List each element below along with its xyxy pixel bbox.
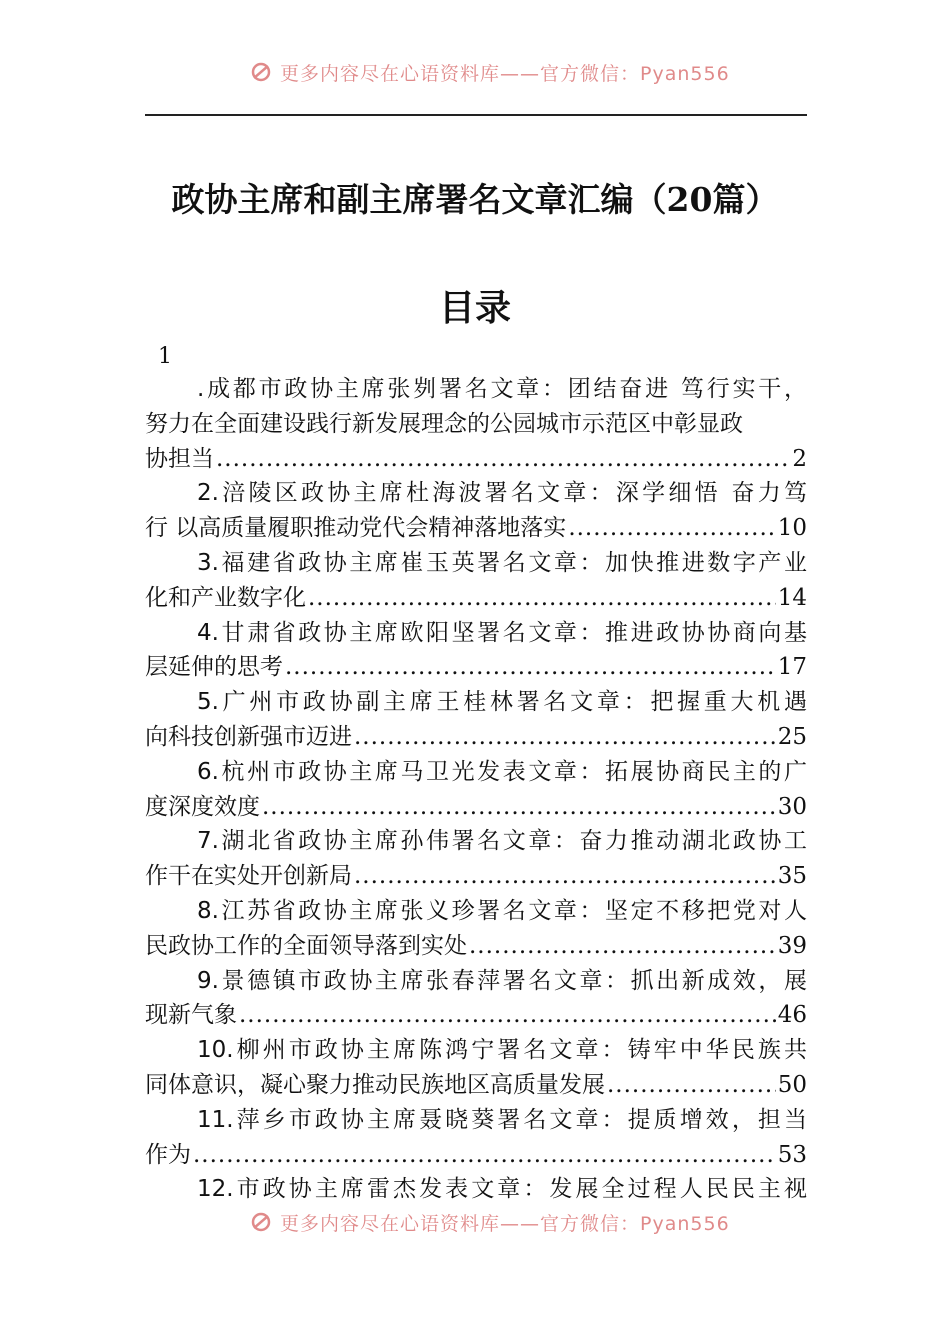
toc-item-text: 7.湖北省政协主席孙伟署名文章：奋力推动湖北政协工	[197, 828, 807, 855]
toc-item[interactable]	[145, 894, 807, 964]
toc-leader-dots	[354, 720, 776, 755]
toc-page-number: 10	[777, 515, 807, 542]
toc-item[interactable]	[145, 964, 807, 1034]
toc-item-text: 4.甘肃省政协主席欧阳坚署名文章：推进政协协商向基	[197, 619, 807, 646]
toc-item-text: 向科技创新强市迈进	[145, 723, 352, 750]
toc-item-text: 作干在实处开创新局	[145, 863, 352, 890]
toc-item-text: 6.杭州市政协主席马卫光发表文章：拓展协商民主的广	[197, 758, 807, 785]
toc-item-text: 努力在全面建设践行新发展理念的公园城市示范区中彰显政	[145, 410, 743, 437]
toc-item-text: 现新气象	[145, 1002, 237, 1029]
toc-item-text: 8.江苏省政协主席张义珍署名文章：坚定不移把党对人	[197, 897, 807, 924]
toc-item[interactable]	[145, 1033, 807, 1103]
toc-item-text: 2.涪陵区政协主席杜海波署名文章：深学细悟 奋力笃	[197, 480, 807, 507]
toc-item-text: 10.柳州市政协主席陈鸿宁署名文章：铸牢中华民族共	[197, 1037, 807, 1064]
toc-page-number: 39	[777, 932, 807, 959]
toc-item-text: 民政协工作的全面领导落到实处	[145, 932, 467, 959]
toc-item[interactable]	[145, 1172, 807, 1206]
toc-item-text: 同体意识，凝心聚力推动民族地区高质量发展	[145, 1071, 605, 1098]
toc-page-number: 35	[777, 863, 807, 890]
header-divider	[145, 114, 807, 116]
toc-item-text: 3.福建省政协主席崔玉英署名文章：加快推进数字产业	[197, 549, 807, 576]
toc-item-text: .成都市政协主席张刿署名文章：团结奋进 笃行实干，	[197, 376, 807, 402]
table-of-contents	[145, 372, 807, 1206]
toc-leader-dots	[568, 511, 775, 546]
toc-page-number: 25	[777, 723, 807, 750]
toc-leader-dots	[262, 790, 776, 825]
footer-banner-text: 更多内容尽在心语资料库——官方微信：Pyan556	[280, 1212, 730, 1235]
toc-leader-dots	[308, 581, 776, 616]
footer-watermark	[250, 1208, 730, 1236]
toc-item-text: 协担当	[145, 445, 214, 472]
toc-page-number: 17	[777, 654, 807, 681]
toc-item[interactable]	[145, 372, 807, 476]
toc-heading: 目录	[438, 287, 511, 329]
toc-item-text: 度深度效度	[145, 793, 260, 820]
toc-item-text: 层延伸的思考	[145, 654, 283, 681]
toc-item[interactable]	[145, 1103, 807, 1173]
toc-leader-dots	[354, 859, 776, 894]
toc-item[interactable]	[145, 476, 807, 546]
toc-item[interactable]	[145, 824, 807, 894]
toc-page-number: 2	[792, 445, 807, 472]
header-watermark	[250, 58, 730, 86]
toc-item[interactable]	[145, 755, 807, 825]
toc-page-number: 50	[777, 1071, 807, 1098]
toc-page-number: 30	[777, 793, 807, 820]
toc-first-number: 1	[158, 344, 172, 369]
toc-leader-dots	[239, 998, 776, 1033]
logo-icon	[250, 61, 272, 83]
logo-icon	[250, 1211, 272, 1233]
toc-item-text: 行 以高质量履职推动党代会精神落地落实	[145, 515, 567, 542]
document-title: 政协主席和副主席署名文章汇编（20篇）	[171, 180, 779, 219]
toc-leader-dots	[607, 1068, 776, 1103]
toc-item[interactable]	[145, 546, 807, 616]
toc-page-number: 46	[777, 1002, 807, 1029]
header-banner-text: 更多内容尽在心语资料库——官方微信：Pyan556	[280, 62, 730, 85]
toc-item-text: 12.市政协主席雷杰发表文章：发展全过程人民民主视	[197, 1176, 807, 1203]
toc-leader-dots	[193, 1138, 776, 1173]
toc-item[interactable]	[145, 616, 807, 686]
toc-leader-dots	[216, 442, 790, 477]
toc-leader-dots	[285, 650, 776, 685]
toc-page-number: 53	[777, 1141, 807, 1168]
toc-item-text: 5.广州市政协副主席王桂林署名文章：把握重大机遇	[197, 689, 807, 716]
toc-leader-dots	[469, 929, 776, 964]
toc-item-text: 11.萍乡市政协主席聂晓葵署名文章：提质增效，担当	[197, 1106, 807, 1133]
toc-page-number: 14	[777, 584, 807, 611]
toc-item-text: 9.景德镇市政协主席张春萍署名文章：抓出新成效，展	[197, 967, 807, 994]
toc-item-text: 作为	[145, 1141, 191, 1168]
toc-item[interactable]	[145, 685, 807, 755]
toc-item-text: 化和产业数字化	[145, 584, 306, 611]
